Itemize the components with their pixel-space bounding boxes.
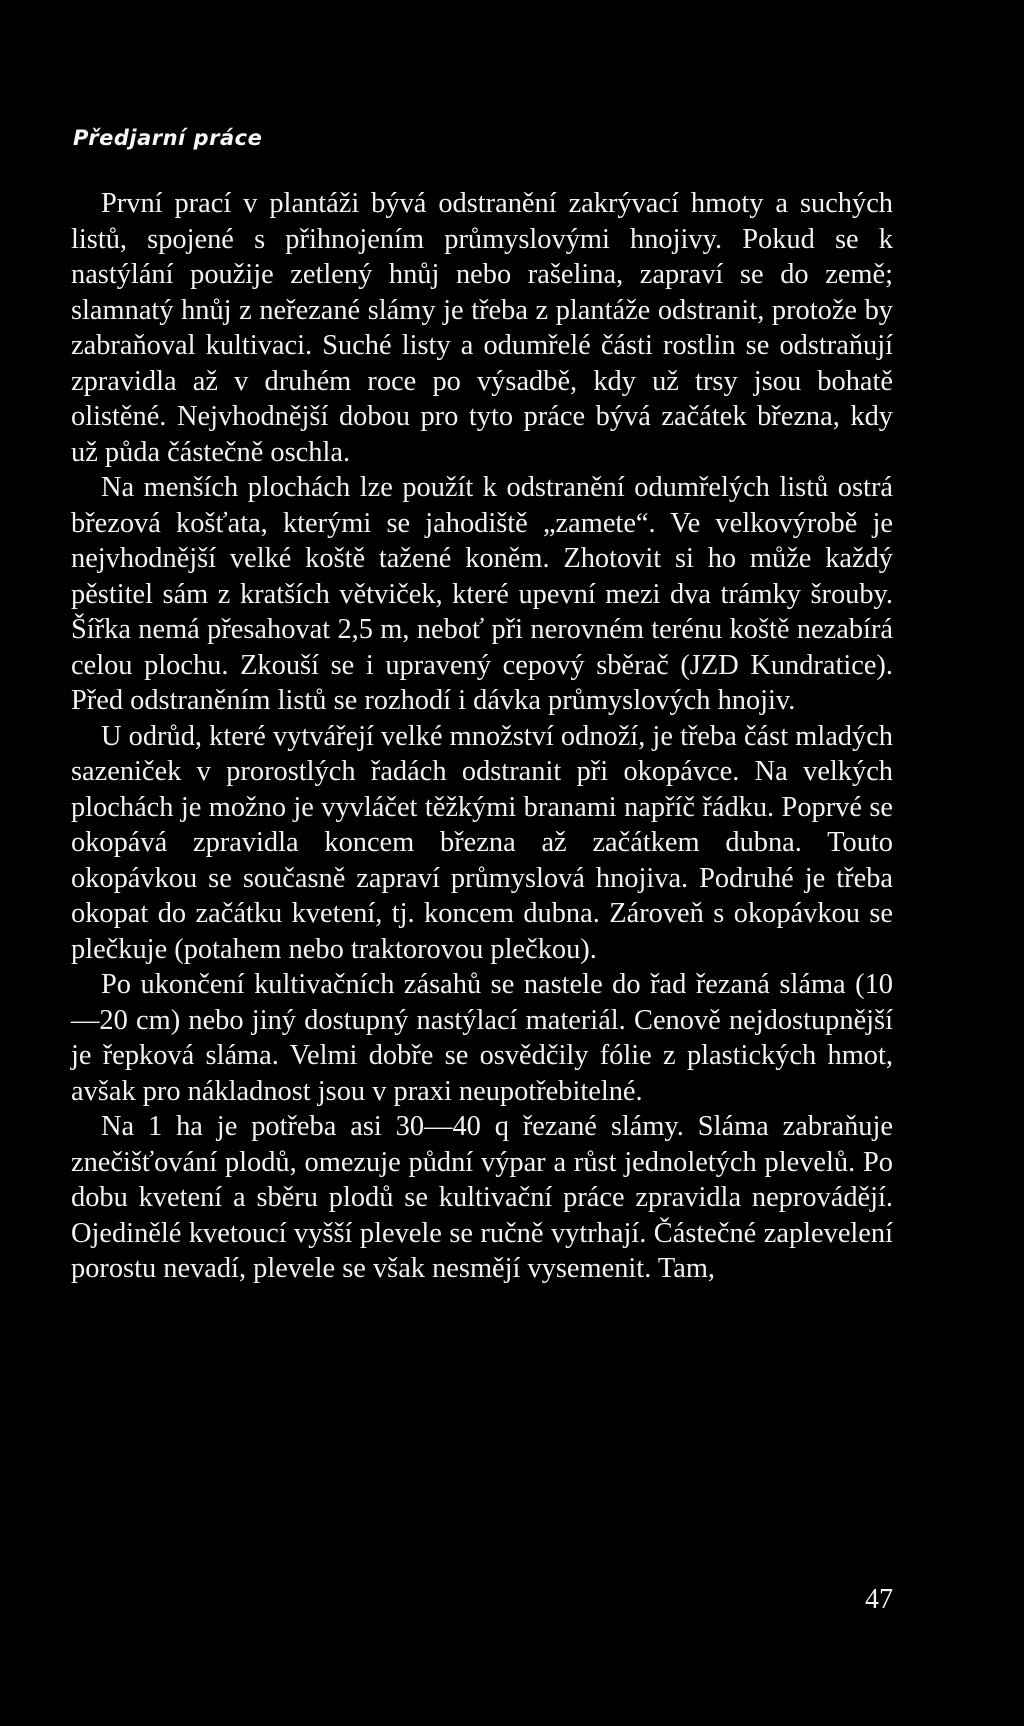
page-number: 47	[865, 1584, 893, 1615]
paragraph-2: Na menších plochách lze použít k odstranění odumřelých listů ostrá březová košťata, kterými se jahodiště „zamete“. Ve velkovýrobě je nejvhodnější velké koště tažené koněm. Zhotovit si ho může každý pěstitel sám z kratších větviček, které upevní mezi dva trámky šrouby. Šířka nemá přesahovat 2,5 m, neboť při nerovném terénu koště nezabírá celou plochu. Zkouší se i upravený cepový sběrač (JZD Kundratice). Před odstraněním listů se rozhodí i dávka průmyslových hnojiv.	[71, 472, 893, 716]
section-heading: Předjarní práce	[73, 126, 263, 150]
paragraph-1: První prací v plantáži bývá odstranění zakrývací hmoty a suchých listů, spojené s přihnojením průmyslovými hnojivy. Pokud se k nastýlání použije zetlený hnůj nebo rašelina, zapraví se do země; slamnatý hnůj z neřezané slámy je třeba z plantáže odstranit, protože by zabraňoval kultivaci. Suché listy a odumřelé části rostlin se odstraňují zpravidla až v druhém roce po výsadbě, kdy už trsy jsou bohatě olistěné. Nejvhodnější dobou pro tyto práce bývá začátek března, kdy už půda částečně oschla.	[71, 188, 893, 468]
paragraph-3: U odrůd, které vytvářejí velké množství odnoží, je třeba část mladých sazeniček v prorostlých řadách odstranit při okopávce. Na velkých plochách je možno je vyvláčet těžkými branami napříč řádku. Poprvé se okopává zpravidla koncem března až začátkem dubna. Touto okopávkou se současně zapraví průmyslová hnojiva. Podruhé je třeba okopat do začátku kvetení, tj. koncem dubna. Zároveň s okopávkou se plečkuje (potahem nebo traktorovou plečkou).	[71, 720, 893, 965]
paragraph-5: Na 1 ha je potřeba asi 30—40 q řezané slámy. Sláma zabraňuje znečišťování plodů, omezuje půdní výpar a růst jednoletých plevelů. Po dobu kvetení a sběru plodů se kultivační práce zpravidla neprovádějí. Ojedinělé kvetoucí vyšší plevele se ručně vytrhají. Částečné zaplevelení porostu nevadí, plevele se však nesmějí vysemenit. Tam,	[71, 1111, 893, 1284]
paragraph-4: Po ukončení kultivačních zásahů se nastele do řad řezaná sláma (10—20 cm) nebo jiný dostupný nastýlací materiál. Cenově nejdostupnější je řepková sláma. Velmi dobře se osvědčily fólie z plastických hmot, avšak pro nákladnost jsou v praxi neupotřebitelné.	[71, 969, 893, 1107]
body-text	[71, 186, 893, 1287]
